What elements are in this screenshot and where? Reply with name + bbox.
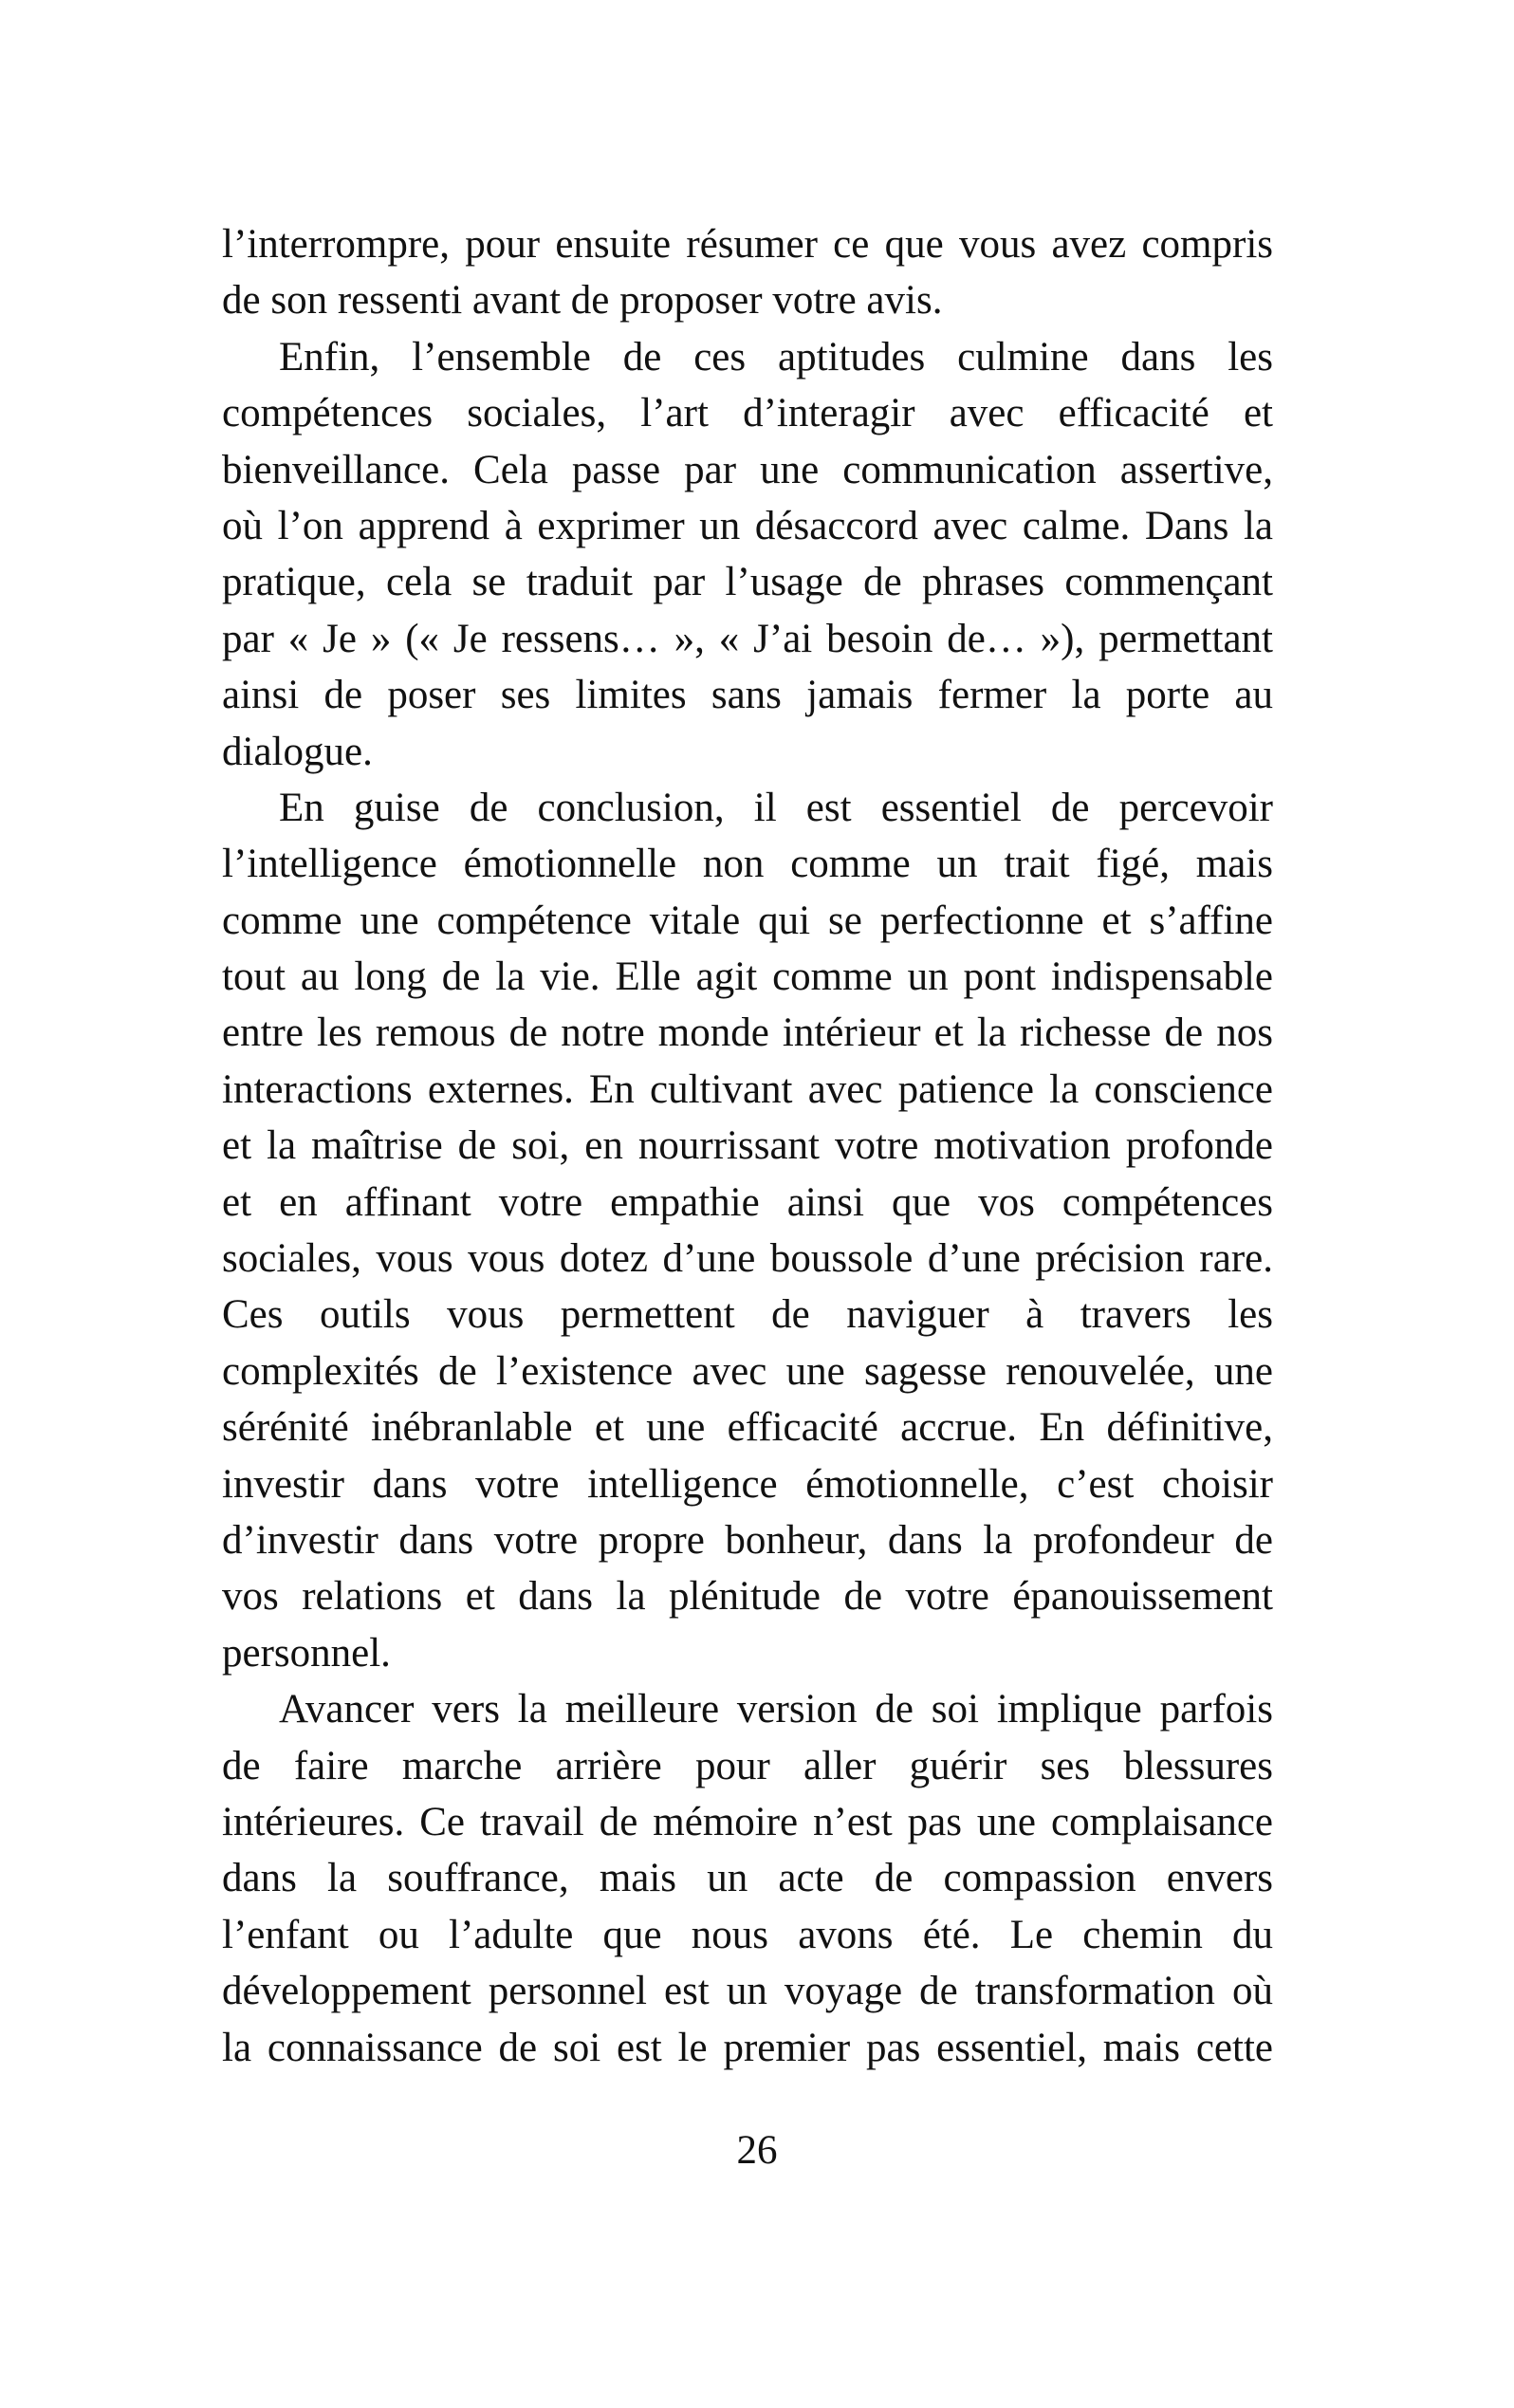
text-line: dans la souffrance, mais un acte de compassion envers (222, 1856, 1273, 1901)
text-line: investir dans votre intelligence émotionnelle, c’est choisir (222, 1461, 1273, 1507)
paragraph (222, 780, 1273, 1681)
paragraph (222, 1681, 1273, 2076)
paragraph (222, 216, 1273, 329)
text-line: vos relations et dans la plénitude de votre épanouissement (222, 1574, 1273, 1620)
text-line: sociales, vous vous dotez d’une boussole d’une précision rare. (222, 1236, 1273, 1282)
text-line: où l’on apprend à exprimer un désaccord avec calme. Dans la (222, 503, 1273, 548)
text-line: pratique, cela se traduit par l’usage de phrases commençant (222, 560, 1273, 605)
text-line: de faire marche arrière pour aller guérir ses blessures (222, 1743, 1273, 1788)
text-line: d’investir dans votre propre bonheur, dans la profondeur de (222, 1517, 1273, 1563)
text-line: et la maîtrise de soi, en nourrissant votre motivation profonde (222, 1123, 1273, 1169)
text-line: personnel. (222, 1630, 391, 1676)
page-body-text (222, 216, 1273, 2076)
text-line: complexités de l’existence avec une sagesse renouvelée, une (222, 1348, 1273, 1394)
text-line: l’enfant ou l’adulte que nous avons été. Le chemin du (222, 1912, 1273, 1957)
text-line: la connaissance de soi est le premier pas essentiel, mais cette (222, 2025, 1273, 2070)
text-line: ainsi de poser ses limites sans jamais fermer la porte au (222, 673, 1273, 718)
text-line: Enfin, l’ensemble de ces aptitudes culmine dans les (279, 334, 1273, 380)
text-line: interactions externes. En cultivant avec patience la conscience (222, 1066, 1273, 1112)
text-line: tout au long de la vie. Elle agit comme un pont indispensable (222, 954, 1273, 1000)
text-line: dialogue. (222, 729, 373, 774)
paragraph (222, 329, 1273, 780)
text-line: intérieures. Ce travail de mémoire n’est pas une complaisance (222, 1799, 1273, 1844)
text-line: Ces outils vous permettent de naviguer à travers les (222, 1292, 1273, 1338)
text-line: et en affinant votre empathie ainsi que vos compétences (222, 1179, 1273, 1225)
text-line: l’intelligence émotionnelle non comme un trait figé, mais (222, 842, 1273, 887)
text-line: compétences sociales, l’art d’interagir avec efficacité et (222, 391, 1273, 436)
text-line: de son ressenti avant de proposer votre avis. (222, 278, 943, 324)
text-line: Avancer vers la meilleure version de soi implique parfois (279, 1687, 1273, 1732)
text-line: l’interrompre, pour ensuite résumer ce que vous avez compris (222, 222, 1273, 267)
text-line: entre les remous de notre monde intérieur et la richesse de nos (222, 1010, 1273, 1056)
text-line: développement personnel est un voyage de transformation où (222, 1969, 1273, 2014)
text-line: comme une compétence vitale qui se perfectionne et s’affine (222, 898, 1273, 943)
text-line: En guise de conclusion, il est essentiel de percevoir (279, 785, 1273, 830)
text-line: par « Je » (« Je ressens… », « J’ai besoin de… »), permettant (222, 616, 1273, 661)
text-line: bienveillance. Cela passe par une communication assertive, (222, 447, 1273, 492)
page-number: 26 (736, 2128, 778, 2173)
text-line: sérénité inébranlable et une efficacité accrue. En définitive, (222, 1405, 1273, 1451)
